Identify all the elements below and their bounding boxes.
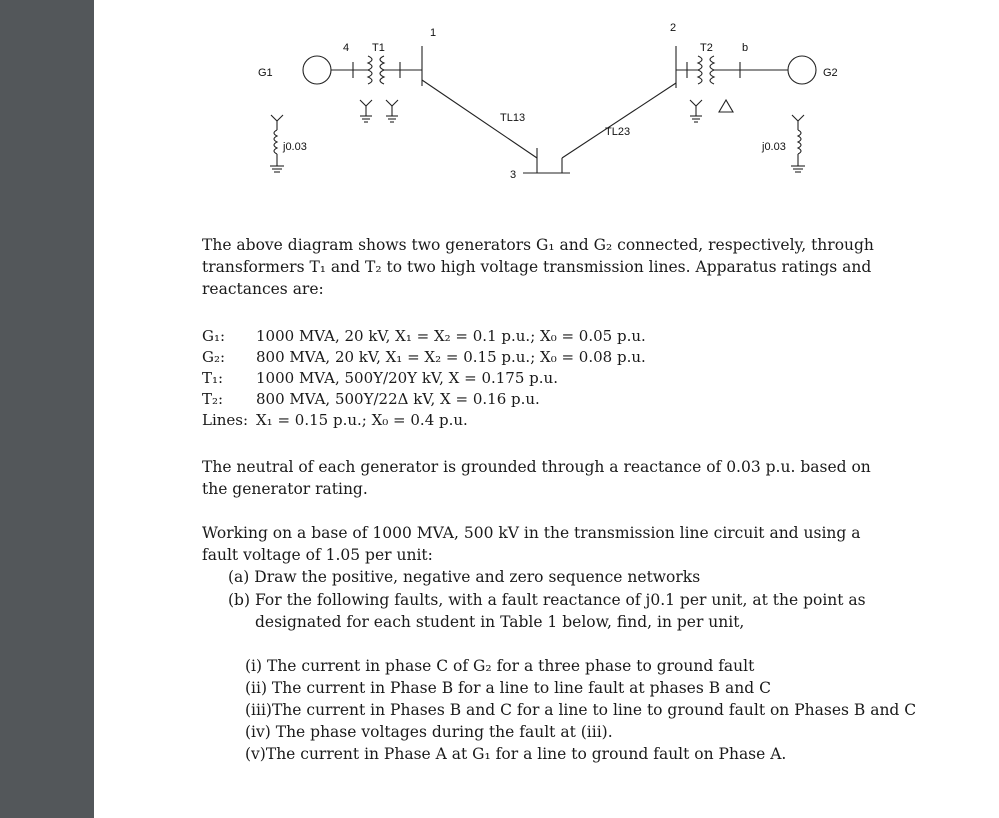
transformer-t2 xyxy=(698,42,714,84)
rating-label: Lines: xyxy=(202,411,249,429)
bus-2-label: 2 xyxy=(670,22,677,34)
line-tl23 xyxy=(562,83,676,158)
bus-4-label: 4 xyxy=(343,42,350,54)
g2-label: G2 xyxy=(823,67,838,79)
neutral-grounding-paragraph: The neutral of each generator is grounded through a reactance of 0.03 p.u. based on the generator rating. xyxy=(202,458,871,498)
g1-neutral-reactance-label: j0.03 xyxy=(283,141,307,153)
t1-wye-symbols xyxy=(360,100,398,122)
rating-lines xyxy=(202,410,902,431)
question-marker: (b) xyxy=(228,591,251,609)
rating-t1 xyxy=(202,368,902,389)
rating-g2 xyxy=(202,347,902,368)
rating-label: T₁: xyxy=(202,369,224,387)
rating-label: T₂: xyxy=(202,390,224,408)
sub-question-i: (i) The current in phase C of G₂ for a three phase to ground fault xyxy=(245,657,755,675)
rating-value: 1000 MVA, 20 kV, X₁ = X₂ = 0.1 p.u.; X₀ = 0.05 p.u. xyxy=(256,327,646,345)
rating-value: X₁ = 0.15 p.u.; X₀ = 0.4 p.u. xyxy=(256,411,468,429)
generator-g2 xyxy=(788,56,838,84)
question-a xyxy=(228,566,700,588)
bus-b-label: b xyxy=(742,42,749,54)
rating-value: 800 MVA, 500Y/22Δ kV, X = 0.16 p.u. xyxy=(256,390,540,408)
bus-1-label: 1 xyxy=(430,27,437,39)
sub-question-iv: (iv) The phase voltages during the fault at (iii). xyxy=(245,723,613,741)
tl13-label: TL13 xyxy=(500,112,526,124)
tl23-label: TL23 xyxy=(605,126,631,138)
sub-question-iii: (iii)The current in Phases B and C for a line to line to ground fault on Phases B and C xyxy=(245,701,917,719)
t2-label: T2 xyxy=(700,42,713,54)
question-text: Draw the positive, negative and zero sequence networks xyxy=(254,568,701,586)
g1-neutral-grounding xyxy=(270,115,307,172)
g2-neutral-reactance-label: j0.03 xyxy=(762,141,786,153)
g1-label: G1 xyxy=(258,67,273,79)
sub-question-ii: (ii) The current in Phase B for a line to line fault at phases B and C xyxy=(245,679,771,697)
single-line-diagram xyxy=(250,8,850,198)
rating-label: G₂: xyxy=(202,348,226,366)
g2-neutral-grounding xyxy=(761,115,805,172)
bus-3-label: 3 xyxy=(510,169,517,181)
base-values-paragraph: Working on a base of 1000 MVA, 500 kV in the transmission line circuit and using a fault voltage of 1.05 per unit: xyxy=(202,524,861,564)
transformer-t1 xyxy=(368,42,385,84)
rating-g1 xyxy=(202,326,902,347)
rating-value: 800 MVA, 20 kV, X₁ = X₂ = 0.15 p.u.; X₀ = 0.08 p.u. xyxy=(256,348,646,366)
question-text: For the following faults, with a fault reactance of j0.1 per unit, at the point as designated for each student in Table 1 below, find, in per unit, xyxy=(255,591,866,631)
t2-winding-symbols xyxy=(690,100,733,122)
ratings-list xyxy=(202,326,902,431)
rating-label: G₁: xyxy=(202,327,226,345)
rating-value: 1000 MVA, 500Y/20Y kV, X = 0.175 p.u. xyxy=(256,369,558,387)
rating-t2 xyxy=(202,389,902,410)
sub-question-v: (v)The current in Phase A at G₁ for a line to ground fault on Phase A. xyxy=(245,745,787,763)
question-b xyxy=(228,589,908,633)
t1-label: T1 xyxy=(372,42,385,54)
left-margin-bar xyxy=(0,0,94,818)
generator-g1 xyxy=(258,56,331,84)
question-marker: (a) xyxy=(228,568,250,586)
intro-paragraph: The above diagram shows two generators G₁ and G₂ connected, respectively, through transformers T₁ and T₂ to two high voltage transmission lines. Apparatus ratings and reactances are: xyxy=(202,236,874,298)
